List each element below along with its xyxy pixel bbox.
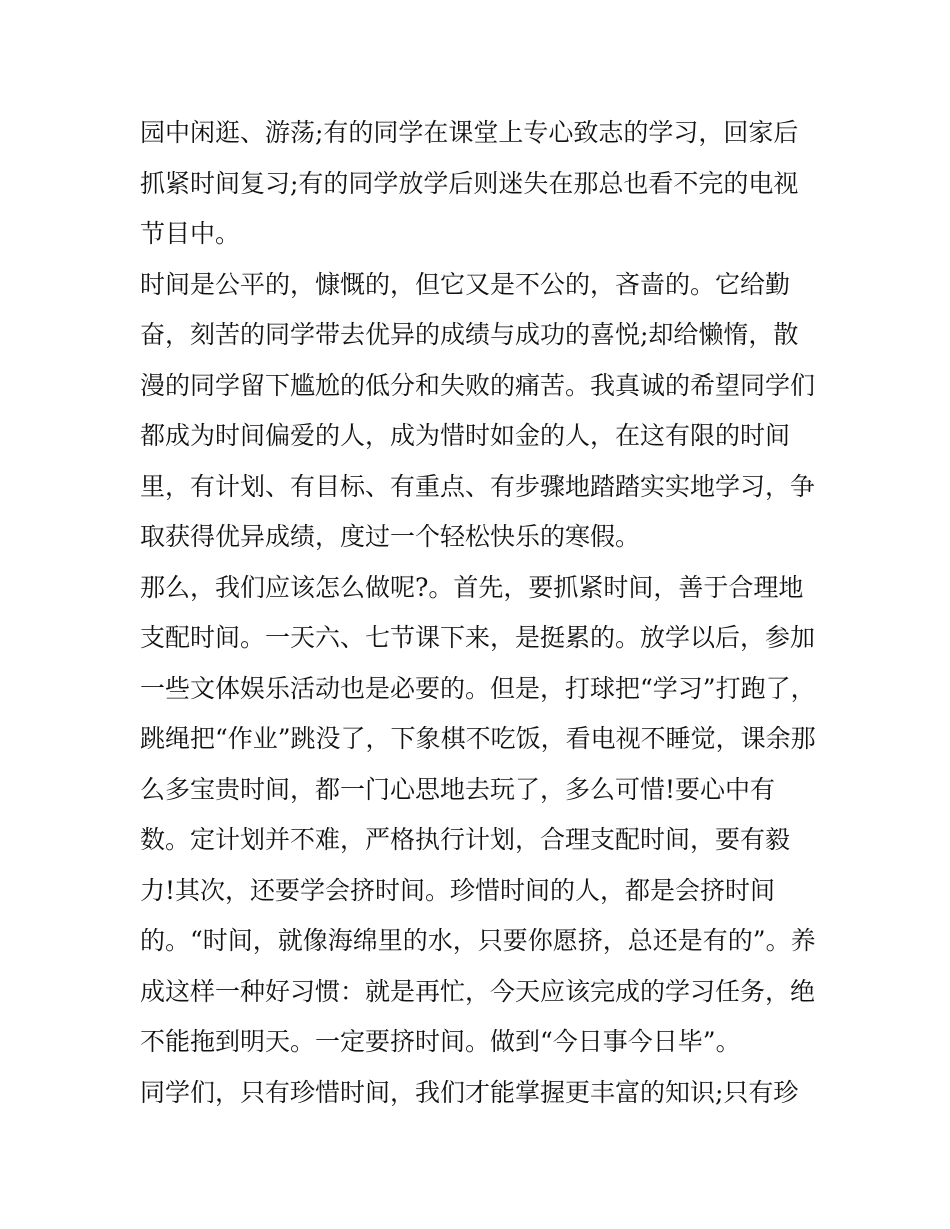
text-line: 么多宝贵时间，都一门心思地去玩了，多么可惜!要心中有 <box>140 774 776 804</box>
text-line: 数。定计划并不难，严格执行计划，合理支配时间，要有毅 <box>140 825 791 854</box>
text-line: 园中闲逛、游荡;有的同学在课堂上专心致志的学习，回家后 <box>140 118 799 147</box>
text-line: 的。“时间，就像海绵里的水，只要你愿挤，总还是有的”。养 <box>140 926 816 955</box>
text-line: 那么，我们应该怎么做呢?。首先，要抓紧时间，善于合理地 <box>140 572 804 602</box>
paragraph <box>140 108 820 260</box>
text-line: 一些文体娱乐活动也是必要的。但是，打球把“学习”打跑了， <box>140 673 816 703</box>
text-line: 力!其次，还要学会挤时间。珍惜时间的人，都是会挤时间 <box>140 875 776 905</box>
text-line: 都成为时间偏爱的人，成为惜时如金的人，在这有限的时间 <box>140 421 791 450</box>
paragraph <box>140 1068 820 1119</box>
paragraph <box>140 563 820 1068</box>
text-line: 成这样一种好习惯：就是再忙，今天应该完成的学习任务，绝 <box>140 976 816 1006</box>
text-line: 跳绳把“作业”跳没了，下象棋不吃饭，看电视不睡觉，课余那 <box>140 724 816 753</box>
text-line: 节目中。 <box>140 219 241 248</box>
text-line: 里，有计划、有目标、有重点、有步骤地踏踏实实地学习，争 <box>140 471 816 501</box>
text-line: 同学们，只有珍惜时间，我们才能掌握更丰富的知识;只有珍 <box>140 1077 799 1107</box>
text-line: 不能拖到明天。一定要挤时间。做到“今日事今日毕”。 <box>140 1027 741 1056</box>
paragraph <box>140 260 820 563</box>
text-line: 抓紧时间复习;有的同学放学后则迷失在那总也看不完的电视 <box>140 168 799 198</box>
document-body <box>140 108 820 1118</box>
text-line: 取获得优异成绩，度过一个轻松快乐的寒假。 <box>140 522 641 551</box>
text-line: 漫的同学留下尴尬的低分和失败的痛苦。我真诚的希望同学们 <box>140 370 816 400</box>
text-line: 支配时间。一天六、七节课下来，是挺累的。放学以后，参加 <box>140 623 816 652</box>
text-line: 时间是公平的，慷慨的，但它又是不公的，吝啬的。它给勤 <box>140 269 791 299</box>
text-line: 奋，刻苦的同学带去优异的成绩与成功的喜悦;却给懒惰，散 <box>140 320 799 349</box>
